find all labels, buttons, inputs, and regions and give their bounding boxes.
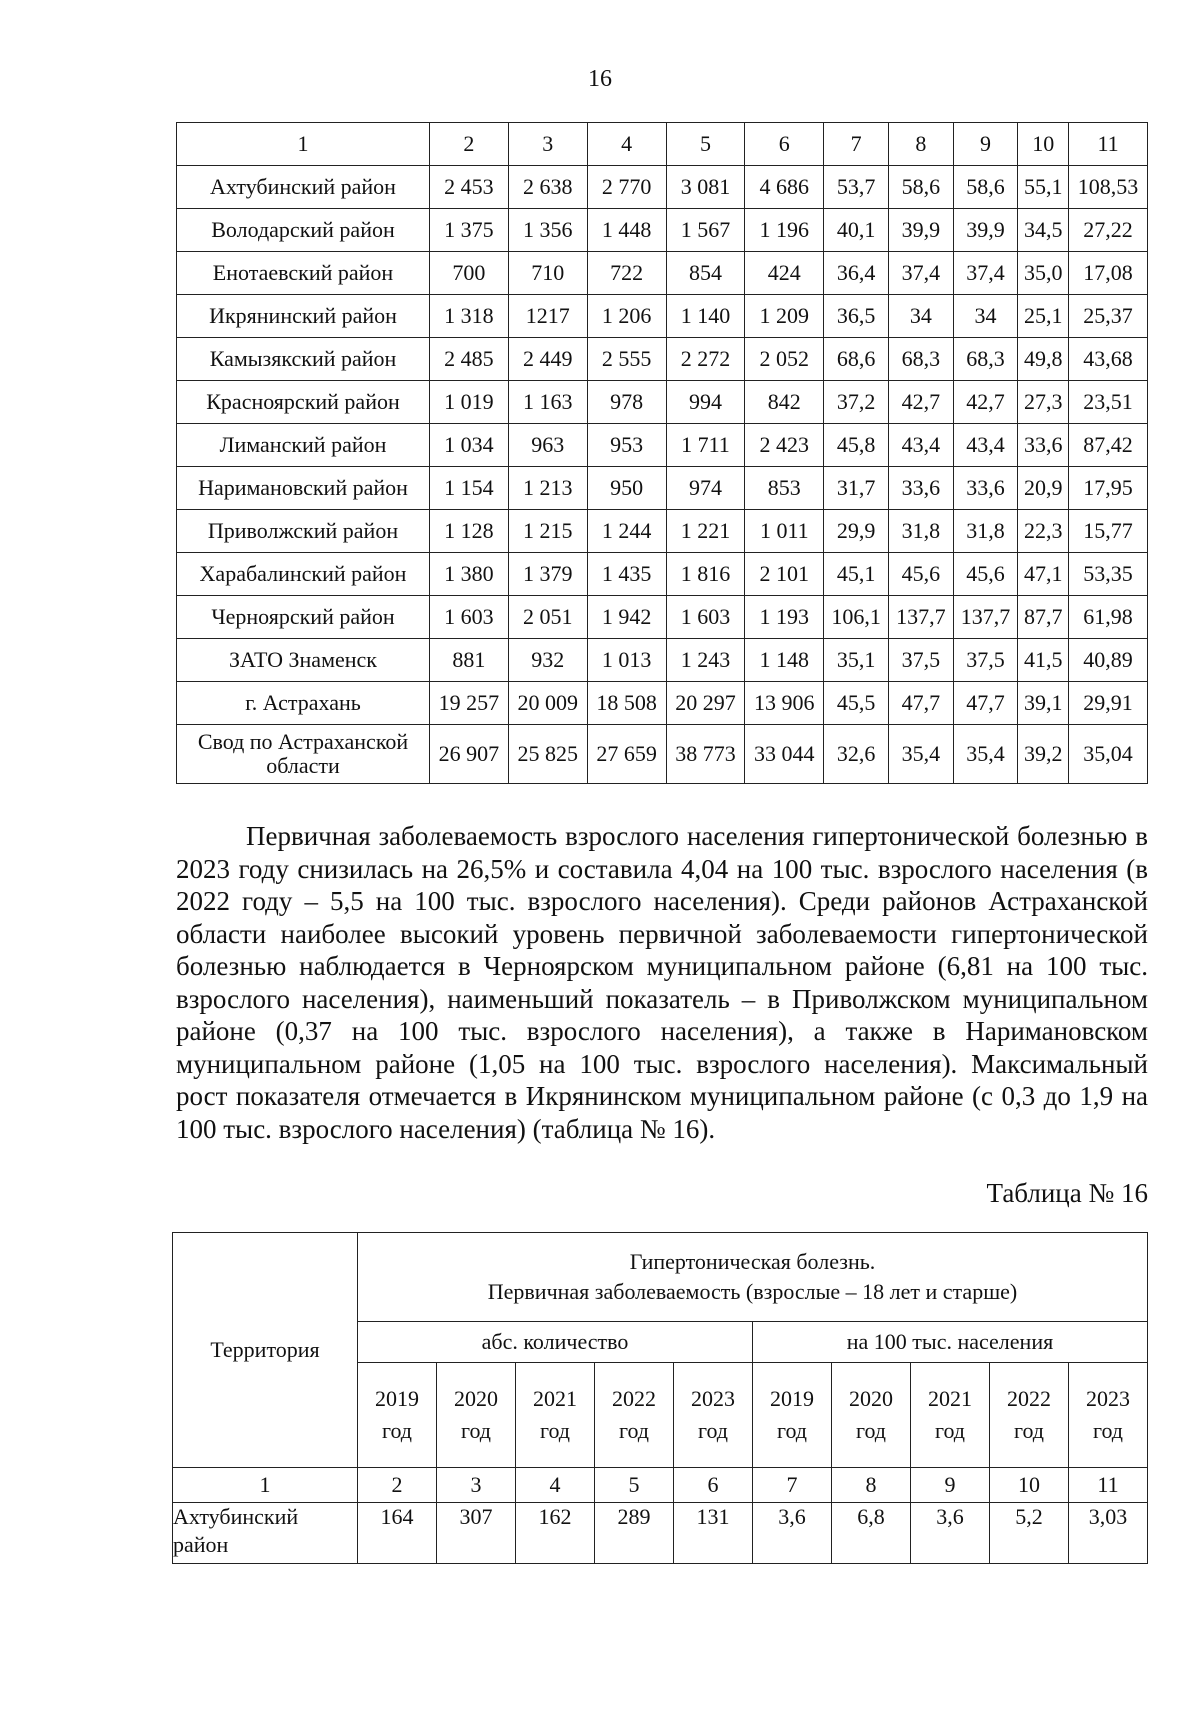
year-header <box>1069 1363 1148 1468</box>
table-row <box>177 639 1148 682</box>
table-row <box>177 252 1148 295</box>
region-name: Харабалинский район <box>177 553 430 596</box>
table-cell: 37,4 <box>888 252 953 295</box>
table-cell: 2 272 <box>666 338 745 381</box>
year-word: год <box>1013 1418 1045 1443</box>
table-cell: 40,89 <box>1069 639 1148 682</box>
table-cell: 20,9 <box>1018 467 1069 510</box>
table-cell: 2 770 <box>587 166 666 209</box>
table-cell: 2 453 <box>430 166 509 209</box>
region-name: Енотаевский район <box>177 252 430 295</box>
table-cell: 87,42 <box>1069 424 1148 467</box>
column-number: 2 <box>358 1468 437 1503</box>
column-number: 7 <box>824 123 889 166</box>
table-cell: 39,2 <box>1018 725 1069 784</box>
year-header <box>990 1363 1069 1468</box>
table-cell: 1 163 <box>508 381 587 424</box>
column-number: 4 <box>587 123 666 166</box>
table-cell: 1 019 <box>430 381 509 424</box>
year-word: год <box>776 1418 808 1443</box>
table-cell: 6,8 <box>832 1503 911 1564</box>
table-cell: 37,2 <box>824 381 889 424</box>
territory-name: Ахтубинский район <box>173 1503 358 1564</box>
table-cell: 29,9 <box>824 510 889 553</box>
table-cell: 1 196 <box>745 209 824 252</box>
year-value: 2021 <box>533 1386 577 1411</box>
table-row <box>177 338 1148 381</box>
table-cell: 37,5 <box>888 639 953 682</box>
year-value: 2019 <box>375 1386 419 1411</box>
table-cell: 55,1 <box>1018 166 1069 209</box>
table-cell: 2 052 <box>745 338 824 381</box>
year-value: 2020 <box>454 1386 498 1411</box>
table-cell: 1 011 <box>745 510 824 553</box>
table-cell: 47,1 <box>1018 553 1069 596</box>
table-cell: 35,1 <box>824 639 889 682</box>
table-cell: 61,98 <box>1069 596 1148 639</box>
table-row <box>177 467 1148 510</box>
column-number: 3 <box>508 123 587 166</box>
table-cell: 68,3 <box>888 338 953 381</box>
table-cell: 20 009 <box>508 682 587 725</box>
table-cell: 35,04 <box>1069 725 1148 784</box>
table-cell: 40,1 <box>824 209 889 252</box>
table-row <box>177 295 1148 338</box>
table-cell: 2 101 <box>745 553 824 596</box>
table-cell: 13 906 <box>745 682 824 725</box>
year-word: год <box>934 1418 966 1443</box>
table-cell: 162 <box>516 1503 595 1564</box>
table-cell: 17,08 <box>1069 252 1148 295</box>
table-cell: 39,1 <box>1018 682 1069 725</box>
table-cell: 29,91 <box>1069 682 1148 725</box>
table-cell: 1 140 <box>666 295 745 338</box>
table-cell: 106,1 <box>824 596 889 639</box>
table-cell: 4 686 <box>745 166 824 209</box>
table-cell: 23,51 <box>1069 381 1148 424</box>
table-row <box>173 1503 1148 1564</box>
year-value: 2021 <box>928 1386 972 1411</box>
table-row <box>177 424 1148 467</box>
year-header <box>911 1363 990 1468</box>
table-cell: 34 <box>888 295 953 338</box>
table-cell: 842 <box>745 381 824 424</box>
table-cell: 137,7 <box>953 596 1018 639</box>
table-cell: 164 <box>358 1503 437 1564</box>
table-cell: 68,6 <box>824 338 889 381</box>
table-row <box>177 381 1148 424</box>
table-cell: 1 206 <box>587 295 666 338</box>
column-number: 11 <box>1069 1468 1148 1503</box>
table-cell: 33,6 <box>953 467 1018 510</box>
table-cell: 950 <box>587 467 666 510</box>
table-cell: 47,7 <box>953 682 1018 725</box>
table-cell: 22,3 <box>1018 510 1069 553</box>
table-cell: 27,22 <box>1069 209 1148 252</box>
region-name: Володарский район <box>177 209 430 252</box>
table-cell: 26 907 <box>430 725 509 784</box>
table-cell: 854 <box>666 252 745 295</box>
region-name: Камызякский район <box>177 338 430 381</box>
table-cell: 42,7 <box>888 381 953 424</box>
year-word: год <box>1092 1418 1124 1443</box>
territory-header: Территория <box>173 1233 358 1468</box>
year-header <box>674 1363 753 1468</box>
table-cell: 43,4 <box>888 424 953 467</box>
column-number: 3 <box>437 1468 516 1503</box>
region-name: Приволжский район <box>177 510 430 553</box>
table-row <box>177 510 1148 553</box>
table-cell: 2 638 <box>508 166 587 209</box>
table-cell: 19 257 <box>430 682 509 725</box>
table-cell: 108,53 <box>1069 166 1148 209</box>
table-cell: 1 013 <box>587 639 666 682</box>
year-word: год <box>697 1418 729 1443</box>
column-number: 9 <box>953 123 1018 166</box>
table-cell: 424 <box>745 252 824 295</box>
table-cell: 1 356 <box>508 209 587 252</box>
page-number: 16 <box>588 66 612 92</box>
region-name: Свод по Астраханской области <box>177 725 430 784</box>
column-number: 4 <box>516 1468 595 1503</box>
table-cell: 1 603 <box>666 596 745 639</box>
table-cell: 47,7 <box>888 682 953 725</box>
column-number: 11 <box>1069 123 1148 166</box>
column-number-row <box>173 1468 1148 1503</box>
table-cell: 2 449 <box>508 338 587 381</box>
table-cell: 38 773 <box>666 725 745 784</box>
table-cell: 34,5 <box>1018 209 1069 252</box>
table-cell: 37,5 <box>953 639 1018 682</box>
table-cell: 1 209 <box>745 295 824 338</box>
table-cell: 35,4 <box>953 725 1018 784</box>
year-header <box>437 1363 516 1468</box>
table-cell: 1 435 <box>587 553 666 596</box>
table-cell: 881 <box>430 639 509 682</box>
table-cell: 37,4 <box>953 252 1018 295</box>
table-cell: 53,7 <box>824 166 889 209</box>
table-cell: 3,03 <box>1069 1503 1148 1564</box>
morbidity-table-continued <box>176 122 1148 784</box>
table-cell: 722 <box>587 252 666 295</box>
table-cell: 131 <box>674 1503 753 1564</box>
table-row <box>177 209 1148 252</box>
year-header <box>358 1363 437 1468</box>
column-number: 1 <box>177 123 430 166</box>
table-row <box>177 553 1148 596</box>
table-cell: 39,9 <box>888 209 953 252</box>
table-cell: 2 423 <box>745 424 824 467</box>
table-cell: 31,8 <box>953 510 1018 553</box>
region-name: Наримановский район <box>177 467 430 510</box>
table-cell: 35,0 <box>1018 252 1069 295</box>
table-cell: 53,35 <box>1069 553 1148 596</box>
table-cell: 700 <box>430 252 509 295</box>
table-cell: 1 942 <box>587 596 666 639</box>
table-cell: 1 603 <box>430 596 509 639</box>
table-cell: 45,8 <box>824 424 889 467</box>
column-number: 6 <box>745 123 824 166</box>
table-cell: 43,68 <box>1069 338 1148 381</box>
column-number: 6 <box>674 1468 753 1503</box>
table-cell: 42,7 <box>953 381 1018 424</box>
table-cell: 1 318 <box>430 295 509 338</box>
year-header <box>832 1363 911 1468</box>
year-word: год <box>618 1418 650 1443</box>
table-cell: 1 379 <box>508 553 587 596</box>
table-row <box>177 596 1148 639</box>
column-number: 9 <box>911 1468 990 1503</box>
table-cell: 25,37 <box>1069 295 1148 338</box>
table-cell: 1 148 <box>745 639 824 682</box>
column-number: 2 <box>430 123 509 166</box>
year-word: год <box>381 1418 413 1443</box>
table-cell: 25 825 <box>508 725 587 784</box>
year-header <box>753 1363 832 1468</box>
table-cell: 3 081 <box>666 166 745 209</box>
table-cell: 49,8 <box>1018 338 1069 381</box>
table-cell: 1 244 <box>587 510 666 553</box>
table-cell: 25,1 <box>1018 295 1069 338</box>
region-name: ЗАТО Знаменск <box>177 639 430 682</box>
table-cell: 35,4 <box>888 725 953 784</box>
table-cell: 974 <box>666 467 745 510</box>
hypertension-morbidity-table <box>172 1232 1148 1564</box>
table-cell: 1217 <box>508 295 587 338</box>
table-cell: 43,4 <box>953 424 1018 467</box>
table-cell: 17,95 <box>1069 467 1148 510</box>
table-cell: 963 <box>508 424 587 467</box>
region-name: г. Астрахань <box>177 682 430 725</box>
table-cell: 2 485 <box>430 338 509 381</box>
table-cell: 1 816 <box>666 553 745 596</box>
table-cell: 39,9 <box>953 209 1018 252</box>
column-number-row <box>177 123 1148 166</box>
table-cell: 853 <box>745 467 824 510</box>
column-number: 5 <box>666 123 745 166</box>
column-number: 8 <box>832 1468 911 1503</box>
table-cell: 58,6 <box>888 166 953 209</box>
table-cell: 36,4 <box>824 252 889 295</box>
abs-count-header: абс. количество <box>358 1322 753 1363</box>
table-cell: 1 193 <box>745 596 824 639</box>
table-cell: 994 <box>666 381 745 424</box>
table-cell: 978 <box>587 381 666 424</box>
table-cell: 33,6 <box>888 467 953 510</box>
table-row <box>177 166 1148 209</box>
table-cell: 18 508 <box>587 682 666 725</box>
year-word: год <box>460 1418 492 1443</box>
table-cell: 1 448 <box>587 209 666 252</box>
table-row <box>177 725 1148 784</box>
table-cell: 27,3 <box>1018 381 1069 424</box>
table-cell: 1 213 <box>508 467 587 510</box>
year-word: год <box>855 1418 887 1443</box>
column-number: 10 <box>990 1468 1069 1503</box>
table-cell: 1 128 <box>430 510 509 553</box>
per-100k-header: на 100 тыс. населения <box>753 1322 1148 1363</box>
table-cell: 68,3 <box>953 338 1018 381</box>
table-cell: 289 <box>595 1503 674 1564</box>
region-name: Икрянинский район <box>177 295 430 338</box>
main-header-line1: Гипертоническая болезнь. <box>629 1249 876 1274</box>
region-name: Ахтубинский район <box>177 166 430 209</box>
table-cell: 5,2 <box>990 1503 1069 1564</box>
year-value: 2023 <box>1086 1386 1130 1411</box>
column-number: 7 <box>753 1468 832 1503</box>
region-name: Лиманский район <box>177 424 430 467</box>
table-row <box>177 682 1148 725</box>
table-cell: 2 051 <box>508 596 587 639</box>
table-cell: 58,6 <box>953 166 1018 209</box>
table-cell: 3,6 <box>911 1503 990 1564</box>
table-cell: 1 215 <box>508 510 587 553</box>
table-cell: 33 044 <box>745 725 824 784</box>
table-cell: 710 <box>508 252 587 295</box>
column-number: 1 <box>173 1468 358 1503</box>
table-cell: 1 243 <box>666 639 745 682</box>
table-cell: 41,5 <box>1018 639 1069 682</box>
year-value: 2019 <box>770 1386 814 1411</box>
table-cell: 1 034 <box>430 424 509 467</box>
table-cell: 1 380 <box>430 553 509 596</box>
table-caption: Таблица № 16 <box>986 1178 1148 1208</box>
table-cell: 1 375 <box>430 209 509 252</box>
year-value: 2022 <box>1007 1386 1051 1411</box>
table-cell: 307 <box>437 1503 516 1564</box>
region-name: Красноярский район <box>177 381 430 424</box>
year-value: 2020 <box>849 1386 893 1411</box>
table-cell: 87,7 <box>1018 596 1069 639</box>
table-cell: 953 <box>587 424 666 467</box>
table-cell: 45,5 <box>824 682 889 725</box>
table-cell: 137,7 <box>888 596 953 639</box>
year-value: 2023 <box>691 1386 735 1411</box>
table-cell: 3,6 <box>753 1503 832 1564</box>
year-header <box>516 1363 595 1468</box>
column-number: 10 <box>1018 123 1069 166</box>
column-number: 5 <box>595 1468 674 1503</box>
column-number: 8 <box>888 123 953 166</box>
table-cell: 34 <box>953 295 1018 338</box>
main-header-line2: Первичная заболеваемость (взрослые – 18 лет и старше) <box>487 1279 1018 1304</box>
table-cell: 1 711 <box>666 424 745 467</box>
body-paragraph: Первичная заболеваемость взрослого населения гипертонической болезнью в 2023 году снизилась на 26,5% и составила 4,04 на 100 тыс. взрослого населения (в 2022 году – 5,5 на 100 тыс. взрослого населения). Среди районов Астраханской области наиболее высокий уровень первичной заболеваемости гипертонической болезнью наблюдается в Черноярском муниципальном районе (6,81 на 100 тыс. взрослого населения), наименьший показатель – в Приволжском муниципальном районе (0,37 на 100 тыс. взрослого населения), а также в Наримановском муниципальном районе (1,05 на 100 тыс. взрослого населения). Максимальный рост показателя отмечается в Икрянинском муниципальном районе (с 0,3 до 1,9 на 100 тыс. взрослого населения) (таблица № 16). <box>176 821 1148 1144</box>
table-cell: 1 567 <box>666 209 745 252</box>
region-name: Черноярский район <box>177 596 430 639</box>
table-cell: 33,6 <box>1018 424 1069 467</box>
table-cell: 15,77 <box>1069 510 1148 553</box>
table-cell: 45,6 <box>953 553 1018 596</box>
table-cell: 32,6 <box>824 725 889 784</box>
table-cell: 2 555 <box>587 338 666 381</box>
table-cell: 31,7 <box>824 467 889 510</box>
table-cell: 31,8 <box>888 510 953 553</box>
table-cell: 27 659 <box>587 725 666 784</box>
table-cell: 932 <box>508 639 587 682</box>
table-cell: 1 221 <box>666 510 745 553</box>
year-header <box>595 1363 674 1468</box>
table-cell: 20 297 <box>666 682 745 725</box>
table-cell: 45,6 <box>888 553 953 596</box>
main-header <box>358 1233 1148 1322</box>
table-cell: 1 154 <box>430 467 509 510</box>
year-word: год <box>539 1418 571 1443</box>
year-value: 2022 <box>612 1386 656 1411</box>
table-cell: 45,1 <box>824 553 889 596</box>
table-cell: 36,5 <box>824 295 889 338</box>
